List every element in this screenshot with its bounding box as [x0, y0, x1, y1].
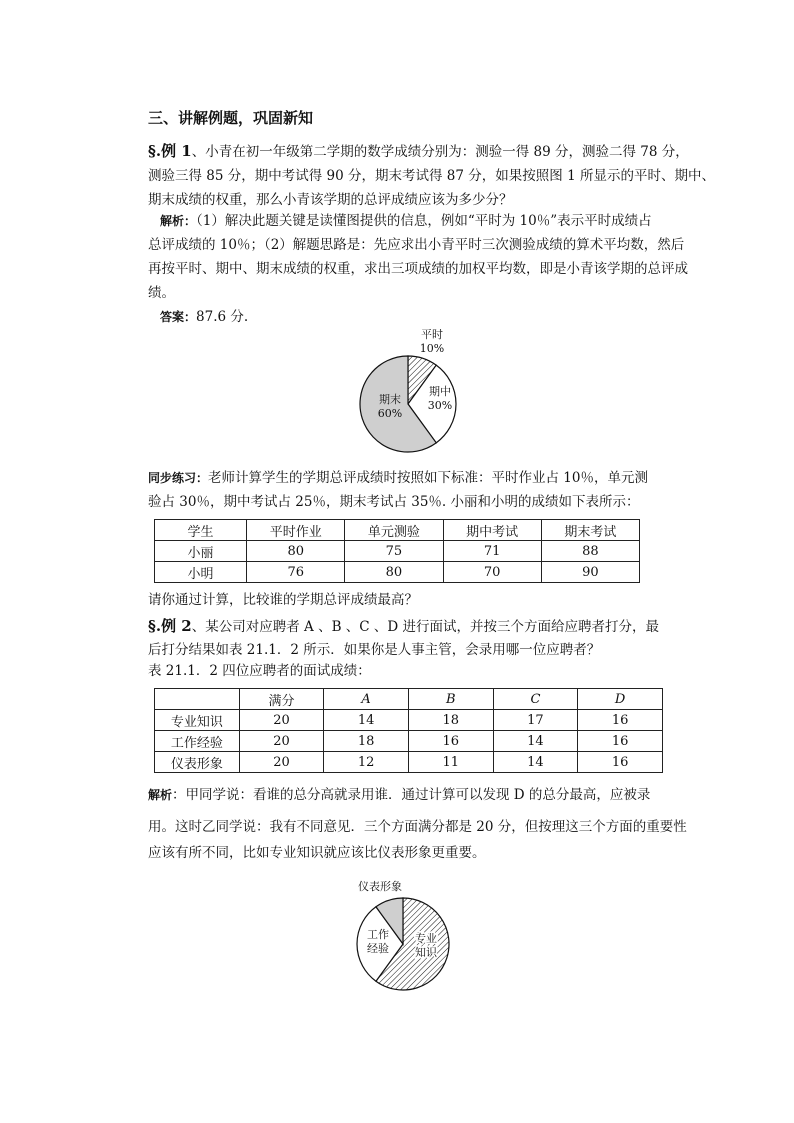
analysis1-line4: 绩。 [148, 285, 175, 301]
table-cell: 小明 [155, 562, 247, 583]
pie1-label-qimo-name: 期末 [379, 393, 401, 406]
analysis1-line3: 再按平时、期中、期末成绩的权重，求出三项成绩的加权平均数，即是小青该学期的总评成 [148, 261, 688, 277]
table-header-cell: 学生 [155, 520, 247, 541]
example2-text1: 、某公司对应聘者 A 、B 、C 、D 进行面试，并按三个方面给应聘者打分，最 [191, 619, 660, 635]
table-cell: 75 [345, 541, 443, 562]
table-row [155, 710, 663, 731]
table-cell: 16 [578, 710, 663, 731]
table-header-cell: D [578, 689, 663, 710]
table-row [155, 731, 663, 752]
analysis2-label: 解析 [148, 788, 173, 802]
pie2-label-gongzuo-2: 经验 [367, 942, 389, 955]
pie-chart-grade-weights [350, 328, 470, 456]
table-cell: 专业知识 [155, 710, 240, 731]
analysis1-text1: （1）解决此题关键是读懂图提供的信息，例如“平时为 10％”表示平时成绩占 [196, 213, 652, 229]
analysis2-line2: 用。这时乙同学说：我有不同意见．三个方面满分都是 20 分，但按理这三个方面的重要性 [148, 819, 687, 835]
table-cell: 11 [408, 752, 493, 773]
table-header-cell: 期末考试 [541, 520, 639, 541]
table-header-cell: A [324, 689, 409, 710]
table-cell: 16 [408, 731, 493, 752]
table-cell: 小丽 [155, 541, 247, 562]
table-row [155, 752, 663, 773]
table-cell: 20 [239, 752, 324, 773]
table-cell: 20 [239, 731, 324, 752]
answer1-label: 答案： [160, 310, 197, 324]
table-cell: 仪表形象 [155, 752, 240, 773]
example2-line1 [148, 618, 678, 636]
table-cell: 14 [324, 710, 409, 731]
example1-text1: 、小青在初一年级第二学期的数学成绩分别为：测验一得 89 分，测验二得 78 分， [191, 144, 689, 160]
table-header-cell: 满分 [239, 689, 324, 710]
analysis1-label: 解析： [160, 214, 197, 228]
analysis2-text1: ：甲同学说：看谁的总分高就录用谁．通过计算可以发现 D 的总分最高，应被录 [172, 787, 651, 803]
table-header-cell: 单元测验 [345, 520, 443, 541]
pie1-label-qizhong-pct: 30% [427, 399, 453, 412]
example1-line3: 期末成绩的权重，那么小青该学期的总评成绩应该为多少分？ [148, 192, 513, 208]
practice-line1 [148, 470, 678, 487]
table-cell: 18 [324, 731, 409, 752]
example2-label: §.例 2 [148, 617, 192, 635]
section-title: 三、讲解例题，巩固新知 [148, 109, 314, 127]
pie-chart-interview-weights [348, 878, 458, 994]
table-header-cell: B [408, 689, 493, 710]
table-row [155, 562, 640, 583]
table-cell: 14 [493, 731, 578, 752]
interview-score-table [154, 688, 663, 773]
table-header-cell [155, 689, 240, 710]
table-cell: 90 [541, 562, 639, 583]
table-cell: 17 [493, 710, 578, 731]
example2-line2: 后打分结果如表 21.1．2 所示．如果你是人事主管，会录用哪一位应聘者？ [148, 642, 601, 658]
pie2-label-gongzuo-1: 工作 [367, 928, 389, 941]
example1-line1 [148, 142, 689, 161]
table-header-cell: 平时作业 [247, 520, 345, 541]
pie1-label-qimo-pct: 60% [377, 407, 403, 420]
analysis2-line1 [148, 787, 678, 804]
example1-label: §.例 1 [148, 142, 192, 160]
table-header-cell: 期中考试 [443, 520, 541, 541]
example1-line2: 测验三得 85 分，期中考试得 90 分，期末考试得 87 分，如果按照图 1 所显示的平时、期中、 [148, 168, 715, 184]
practice-score-table [154, 519, 640, 583]
analysis1-line2: 总评成绩的 10％；（2）解题思路是：先应求出小青平时三次测验成绩的算术平均数，然后 [148, 237, 685, 253]
analysis1-line1 [160, 213, 690, 230]
pie1-label-pingshi-name: 平时 [421, 328, 443, 341]
table-cell: 16 [578, 752, 663, 773]
table-cell: 88 [541, 541, 639, 562]
table-cell: 71 [443, 541, 541, 562]
table-cell: 16 [578, 731, 663, 752]
pie2-label-zhuanye-1: 专业 [415, 932, 437, 945]
table-cell: 20 [239, 710, 324, 731]
pie1-label-qizhong-name: 期中 [429, 385, 451, 398]
table-header-cell: C [493, 689, 578, 710]
table-cell: 80 [247, 541, 345, 562]
pie2-label-zhuanye-2: 知识 [415, 946, 437, 959]
table-cell: 18 [408, 710, 493, 731]
answer1-line [160, 309, 690, 326]
table-cell: 70 [443, 562, 541, 583]
practice-text1: 老师计算学生的学期总评成绩时按照如下标准：平时作业占 10％，单元测 [208, 470, 648, 486]
practice-question: 请你通过计算，比较谁的学期总评成绩最高？ [148, 592, 418, 608]
practice-label: 同步练习： [148, 471, 209, 485]
table-cell: 工作经验 [155, 731, 240, 752]
analysis2-line3: 应该有所不同，比如专业知识就应该比仪表形象更重要。 [148, 845, 486, 861]
practice-line2: 验占 30％，期中考试占 25％，期末考试占 35％. 小丽和小明的成绩如下表所示： [148, 494, 640, 510]
table-cell: 76 [247, 562, 345, 583]
answer1-value: 87.6 分. [196, 309, 249, 325]
table-cell: 80 [345, 562, 443, 583]
pie1-label-pingshi-pct: 10% [419, 342, 445, 355]
table-header-row [155, 520, 640, 541]
example2-table-title: 表 21.1．2 四位应聘者的面试成绩： [148, 663, 371, 679]
table-cell: 12 [324, 752, 409, 773]
pie2-label-yibiao: 仪表形象 [358, 880, 402, 893]
table-row [155, 541, 640, 562]
table-cell: 14 [493, 752, 578, 773]
table-header-row [155, 689, 663, 710]
